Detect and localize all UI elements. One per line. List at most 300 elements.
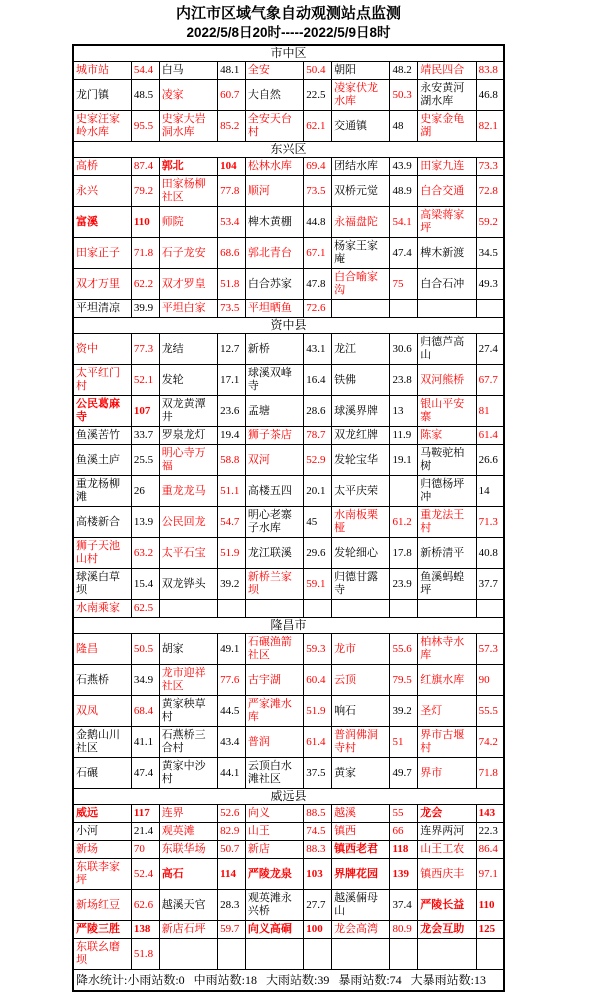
rainfall-value: 88.3 xyxy=(304,841,332,859)
rainfall-value: 67.1 xyxy=(304,238,332,269)
rainfall-value: 77.6 xyxy=(218,665,246,696)
table-row xyxy=(73,396,504,427)
station-name: 田家杨柳社区 xyxy=(159,176,217,207)
table-row xyxy=(73,62,504,80)
rainfall-value: 117 xyxy=(131,805,159,823)
stations-table-body xyxy=(73,45,504,970)
rainfall-value: 21.4 xyxy=(131,823,159,841)
rainfall-value: 17.1 xyxy=(218,365,246,396)
rainfall-value: 49.1 xyxy=(218,634,246,665)
station-name: 新桥 xyxy=(245,334,303,365)
rainfall-value: 55 xyxy=(390,805,418,823)
rainfall-value: 19.1 xyxy=(390,445,418,476)
table-row xyxy=(73,841,504,859)
station-name: 石子龙安 xyxy=(159,238,217,269)
rainfall-value: 50.4 xyxy=(304,62,332,80)
station-name: 界牌花园 xyxy=(332,859,390,890)
rainfall-value xyxy=(390,600,418,618)
table-row xyxy=(73,569,504,600)
section-header: 威远县 xyxy=(73,789,504,805)
rainfall-value: 27.4 xyxy=(476,334,504,365)
station-name: 资中 xyxy=(73,334,131,365)
station-name: 龙结 xyxy=(159,334,217,365)
station-name: 双桥元觉 xyxy=(332,176,390,207)
table-row xyxy=(73,269,504,300)
report-header xyxy=(72,5,505,41)
rainfall-value: 63.2 xyxy=(131,538,159,569)
station-name: 公民葛麻寺 xyxy=(73,396,131,427)
table-row xyxy=(73,921,504,939)
page-title: 内江市区域气象自动观测站点监测 xyxy=(175,5,401,22)
rainfall-value: 16.4 xyxy=(304,365,332,396)
rainfall-value: 43.9 xyxy=(390,158,418,176)
rainfall-value: 143 xyxy=(476,805,504,823)
rainfall-value xyxy=(390,476,418,507)
rainfall-value: 110 xyxy=(131,207,159,238)
station-name: 胡家 xyxy=(159,634,217,665)
station-name: 新场红豆 xyxy=(73,890,131,921)
station-name: 观英滩永兴桥 xyxy=(245,890,303,921)
station-name: 狮子茶店 xyxy=(245,427,303,445)
rainfall-value xyxy=(390,300,418,318)
section-header: 隆昌市 xyxy=(73,618,504,634)
station-name: 新桥兰家坝 xyxy=(245,569,303,600)
table-row xyxy=(73,238,504,269)
station-name: 公民回龙 xyxy=(159,507,217,538)
rainfall-value: 30.6 xyxy=(390,334,418,365)
station-name: 孟塘 xyxy=(245,396,303,427)
rainfall-value: 48 xyxy=(390,111,418,142)
rainfall-value: 61.2 xyxy=(390,507,418,538)
rainfall-value: 74.2 xyxy=(476,727,504,758)
station-name: 高楼新合 xyxy=(73,507,131,538)
station-name: 向义 xyxy=(245,805,303,823)
station-name: 云顶白水滩社区 xyxy=(245,758,303,789)
station-name: 太平红门村 xyxy=(73,365,131,396)
station-name: 城市站 xyxy=(73,62,131,80)
rainfall-value: 95.5 xyxy=(131,111,159,142)
rainfall-value: 37.4 xyxy=(390,890,418,921)
rainfall-value: 55.6 xyxy=(390,634,418,665)
station-name: 东联华场 xyxy=(159,841,217,859)
rainfall-value: 52.1 xyxy=(131,365,159,396)
rainfall-value: 114 xyxy=(218,859,246,890)
section-row xyxy=(73,45,504,62)
section-header: 市中区 xyxy=(73,45,504,62)
station-name: 东联幺磨坝 xyxy=(73,939,131,970)
station-name: 龙市迎祥社区 xyxy=(159,665,217,696)
report-time-range: 2022/5/8日20时-----2022/5/9日8时 xyxy=(186,25,391,40)
rainfall-value xyxy=(476,600,504,618)
rainfall-value: 58.8 xyxy=(218,445,246,476)
station-name: 双凤 xyxy=(73,696,131,727)
station-name: 白合苏家 xyxy=(245,269,303,300)
station-name: 红旗水库 xyxy=(418,665,476,696)
section-header: 东兴区 xyxy=(73,142,504,158)
station-name xyxy=(159,600,217,618)
rainfall-value: 44.1 xyxy=(218,758,246,789)
rainfall-value: 13.9 xyxy=(131,507,159,538)
station-name: 银山平安寨 xyxy=(418,396,476,427)
table-row xyxy=(73,427,504,445)
station-name: 龙市 xyxy=(332,634,390,665)
station-name: 平坦白家 xyxy=(159,300,217,318)
rainfall-value: 59.2 xyxy=(476,207,504,238)
rainfall-value: 51.9 xyxy=(218,538,246,569)
station-name: 高石 xyxy=(159,859,217,890)
rainfall-value: 61.4 xyxy=(476,427,504,445)
table-row xyxy=(73,538,504,569)
station-name: 史家汪家岭水库 xyxy=(73,111,131,142)
station-name: 田家九连 xyxy=(418,158,476,176)
rainfall-value: 73.5 xyxy=(218,300,246,318)
station-name: 双龙铧头 xyxy=(159,569,217,600)
rainfall-value: 59.3 xyxy=(304,634,332,665)
station-name: 鱼溪苦竹 xyxy=(73,427,131,445)
table-row xyxy=(73,600,504,618)
station-name xyxy=(332,600,390,618)
station-name: 双才万里 xyxy=(73,269,131,300)
table-row xyxy=(73,727,504,758)
station-name: 连界两河 xyxy=(418,823,476,841)
rainfall-value: 44.5 xyxy=(218,696,246,727)
station-name: 郭北 xyxy=(159,158,217,176)
station-name xyxy=(159,939,217,970)
footer-row xyxy=(73,970,504,992)
rainfall-value: 47.8 xyxy=(304,269,332,300)
rainfall-value: 43.4 xyxy=(218,727,246,758)
station-name: 杨家王家庵 xyxy=(332,238,390,269)
rainfall-value: 44.8 xyxy=(304,207,332,238)
station-name: 双龙红牌 xyxy=(332,427,390,445)
station-name: 师院 xyxy=(159,207,217,238)
rainfall-value: 86.4 xyxy=(476,841,504,859)
station-name: 永兴 xyxy=(73,176,131,207)
rainfall-value: 47.4 xyxy=(390,238,418,269)
rainfall-value: 82.1 xyxy=(476,111,504,142)
station-name: 归德芦高山 xyxy=(418,334,476,365)
station-name: 越溪 xyxy=(332,805,390,823)
rainfall-value: 45 xyxy=(304,507,332,538)
station-name: 白马 xyxy=(159,62,217,80)
rainfall-value: 19.4 xyxy=(218,427,246,445)
table-row xyxy=(73,365,504,396)
station-name: 严陵三胜 xyxy=(73,921,131,939)
station-name: 太平石宝 xyxy=(159,538,217,569)
station-name: 观英滩 xyxy=(159,823,217,841)
rainfall-value: 13 xyxy=(390,396,418,427)
station-name: 全安天台村 xyxy=(245,111,303,142)
station-name: 小河 xyxy=(73,823,131,841)
rainfall-value: 23.6 xyxy=(218,396,246,427)
station-name: 发轮宝华 xyxy=(332,445,390,476)
rainfall-value: 50.3 xyxy=(390,80,418,111)
table-row xyxy=(73,445,504,476)
rainfall-value: 70 xyxy=(131,841,159,859)
station-name: 球溪界牌 xyxy=(332,396,390,427)
station-name: 水南板栗桠 xyxy=(332,507,390,538)
table-row xyxy=(73,476,504,507)
table-row xyxy=(73,300,504,318)
rainfall-value: 62.2 xyxy=(131,269,159,300)
rainfall-value: 14 xyxy=(476,476,504,507)
station-name: 越溪天官 xyxy=(159,890,217,921)
station-name: 重龙杨柳滩 xyxy=(73,476,131,507)
station-name: 龙会互助 xyxy=(418,921,476,939)
rainfall-value: 69.4 xyxy=(304,158,332,176)
station-name: 明心寺万福 xyxy=(159,445,217,476)
rainfall-value: 11.9 xyxy=(390,427,418,445)
station-name xyxy=(332,300,390,318)
rainfall-value: 75 xyxy=(390,269,418,300)
rainfall-value: 59.1 xyxy=(304,569,332,600)
station-name xyxy=(332,939,390,970)
rainfall-value: 50.5 xyxy=(131,634,159,665)
station-name: 归德杨坪冲 xyxy=(418,476,476,507)
station-name: 普润 xyxy=(245,727,303,758)
table-row xyxy=(73,696,504,727)
rainfall-value: 138 xyxy=(131,921,159,939)
station-name: 古宇湖 xyxy=(245,665,303,696)
station-name: 越溪倆母山 xyxy=(332,890,390,921)
station-name: 石燕桥 xyxy=(73,665,131,696)
rainfall-value xyxy=(476,939,504,970)
rainfall-value: 103 xyxy=(304,859,332,890)
section-header: 资中县 xyxy=(73,318,504,334)
rainfall-value: 39.2 xyxy=(218,569,246,600)
section-row xyxy=(73,142,504,158)
rainfall-value: 23.8 xyxy=(390,365,418,396)
station-name: 龙会高湾 xyxy=(332,921,390,939)
station-name: 山王 xyxy=(245,823,303,841)
station-name: 白合喻家沟 xyxy=(332,269,390,300)
table-row xyxy=(73,158,504,176)
rainfall-value: 68.4 xyxy=(131,696,159,727)
station-name: 镇西老君 xyxy=(332,841,390,859)
station-name: 球溪双峰寺 xyxy=(245,365,303,396)
rainfall-value: 90 xyxy=(476,665,504,696)
rainfall-value: 41.1 xyxy=(131,727,159,758)
station-name: 凌家伏龙水库 xyxy=(332,80,390,111)
rainfall-value: 72.6 xyxy=(304,300,332,318)
station-name: 朝阳 xyxy=(332,62,390,80)
station-name: 史家大岩洞水库 xyxy=(159,111,217,142)
table-row xyxy=(73,823,504,841)
rainfall-value: 62.5 xyxy=(131,600,159,618)
rainfall-value: 68.6 xyxy=(218,238,246,269)
station-name: 水南乘家 xyxy=(73,600,131,618)
rainfall-value: 28.3 xyxy=(218,890,246,921)
rainfall-value: 71.3 xyxy=(476,507,504,538)
rainfall-value: 48.1 xyxy=(218,62,246,80)
rainfall-value: 83.8 xyxy=(476,62,504,80)
station-name: 重龙法王村 xyxy=(418,507,476,538)
table-row xyxy=(73,207,504,238)
station-name: 新店 xyxy=(245,841,303,859)
station-name: 太平庆荣 xyxy=(332,476,390,507)
station-name: 东联李家坪 xyxy=(73,859,131,890)
station-name: 石碾 xyxy=(73,758,131,789)
rainfall-value: 62.1 xyxy=(304,111,332,142)
station-name: 田家正子 xyxy=(73,238,131,269)
station-name: 金鹅山川社区 xyxy=(73,727,131,758)
rainfall-value: 57.3 xyxy=(476,634,504,665)
table-row xyxy=(73,80,504,111)
station-name: 普润佛洞寺村 xyxy=(332,727,390,758)
station-name: 黄家 xyxy=(332,758,390,789)
station-name: 狮子天池山村 xyxy=(73,538,131,569)
station-name xyxy=(418,939,476,970)
rainfall-value: 54.7 xyxy=(218,507,246,538)
rainfall-value: 53.4 xyxy=(218,207,246,238)
rainfall-value: 71.8 xyxy=(131,238,159,269)
station-name: 双河熊桥 xyxy=(418,365,476,396)
rainfall-value: 34.5 xyxy=(476,238,504,269)
station-name: 向义高硐 xyxy=(245,921,303,939)
station-name: 圣灯 xyxy=(418,696,476,727)
table-row xyxy=(73,939,504,970)
table-row xyxy=(73,634,504,665)
rainfall-value: 39.9 xyxy=(131,300,159,318)
station-name: 全安 xyxy=(245,62,303,80)
rainfall-value: 12.7 xyxy=(218,334,246,365)
station-name: 郭北青台 xyxy=(245,238,303,269)
rainfall-value: 107 xyxy=(131,396,159,427)
station-name: 发轮细心 xyxy=(332,538,390,569)
station-name: 龙会 xyxy=(418,805,476,823)
rainfall-value: 37.7 xyxy=(476,569,504,600)
station-name: 龙江联溪 xyxy=(245,538,303,569)
station-name: 铁佛 xyxy=(332,365,390,396)
rainfall-value: 97.1 xyxy=(476,859,504,890)
station-name: 大自然 xyxy=(245,80,303,111)
precip-stats: 降水统计:小雨站数:0 中雨站数:18 大雨站数:39 暴雨站数:74 大暴雨站数:13 xyxy=(73,970,504,992)
rainfall-value: 87.4 xyxy=(131,158,159,176)
rainfall-value: 61.4 xyxy=(304,727,332,758)
rainfall-value: 17.8 xyxy=(390,538,418,569)
rainfall-value: 60.4 xyxy=(304,665,332,696)
rainfall-value: 47.4 xyxy=(131,758,159,789)
station-name: 重龙龙马 xyxy=(159,476,217,507)
station-name: 高梁蒋家坪 xyxy=(418,207,476,238)
station-name: 黄家中沙村 xyxy=(159,758,217,789)
rainfall-value: 52.9 xyxy=(304,445,332,476)
rainfall-value: 59.7 xyxy=(218,921,246,939)
rainfall-value: 52.6 xyxy=(218,805,246,823)
rainfall-value: 77.8 xyxy=(218,176,246,207)
rainfall-value: 22.5 xyxy=(304,80,332,111)
station-name: 隆昌 xyxy=(73,634,131,665)
station-name: 石碾渔箭社区 xyxy=(245,634,303,665)
station-name: 交通镇 xyxy=(332,111,390,142)
station-name: 松林水库 xyxy=(245,158,303,176)
rainfall-value: 100 xyxy=(304,921,332,939)
table-row xyxy=(73,507,504,538)
rainfall-value: 139 xyxy=(390,859,418,890)
station-name: 归德甘露寺 xyxy=(332,569,390,600)
rainfall-value: 125 xyxy=(476,921,504,939)
station-name: 高桥 xyxy=(73,158,131,176)
table-row xyxy=(73,334,504,365)
rainfall-value: 60.7 xyxy=(218,80,246,111)
rainfall-value xyxy=(304,939,332,970)
station-name xyxy=(245,939,303,970)
station-name: 团结水库 xyxy=(332,158,390,176)
station-name: 镇西 xyxy=(332,823,390,841)
station-name: 严陵龙泉 xyxy=(245,859,303,890)
rainfall-value: 54.1 xyxy=(390,207,418,238)
station-name: 椑木黄棚 xyxy=(245,207,303,238)
station-name: 双才罗皇 xyxy=(159,269,217,300)
rainfall-value: 51.9 xyxy=(304,696,332,727)
station-name: 威远 xyxy=(73,805,131,823)
rainfall-value: 20.1 xyxy=(304,476,332,507)
rainfall-value: 52.4 xyxy=(131,859,159,890)
rainfall-value: 67.7 xyxy=(476,365,504,396)
table-row xyxy=(73,111,504,142)
rainfall-value: 29.6 xyxy=(304,538,332,569)
table-row xyxy=(73,859,504,890)
rainfall-value: 27.7 xyxy=(304,890,332,921)
station-name: 马鞍驼柏树 xyxy=(418,445,476,476)
rainfall-value xyxy=(218,600,246,618)
rainfall-value: 62.6 xyxy=(131,890,159,921)
station-name: 界市古堰村 xyxy=(418,727,476,758)
rainfall-value: 73.3 xyxy=(476,158,504,176)
rainfall-value: 55.5 xyxy=(476,696,504,727)
rainfall-value: 51.8 xyxy=(218,269,246,300)
station-name: 白合石冲 xyxy=(418,269,476,300)
station-name xyxy=(245,600,303,618)
table-row xyxy=(73,805,504,823)
rainfall-value: 40.8 xyxy=(476,538,504,569)
station-name: 双河 xyxy=(245,445,303,476)
station-name: 高楼五四 xyxy=(245,476,303,507)
station-name: 顺河 xyxy=(245,176,303,207)
rainfall-value: 50.7 xyxy=(218,841,246,859)
rainfall-value: 48.2 xyxy=(390,62,418,80)
section-row xyxy=(73,318,504,334)
rainfall-value: 28.6 xyxy=(304,396,332,427)
station-name: 球溪白草坝 xyxy=(73,569,131,600)
station-name: 凌家 xyxy=(159,80,217,111)
rainfall-value: 74.5 xyxy=(304,823,332,841)
station-name: 镇西庆丰 xyxy=(418,859,476,890)
station-name: 新场 xyxy=(73,841,131,859)
station-name: 鱼溪土庐 xyxy=(73,445,131,476)
rainfall-value: 79.2 xyxy=(131,176,159,207)
rainfall-table xyxy=(72,44,505,992)
station-name: 云顶 xyxy=(332,665,390,696)
rainfall-value: 26 xyxy=(131,476,159,507)
station-name: 永福盘陀 xyxy=(332,207,390,238)
station-name: 平坦清凉 xyxy=(73,300,131,318)
station-name: 严陵长益 xyxy=(418,890,476,921)
rainfall-value: 49.7 xyxy=(390,758,418,789)
station-name: 史家金龟湖 xyxy=(418,111,476,142)
station-name: 龙江 xyxy=(332,334,390,365)
station-name: 永安黄河湖水库 xyxy=(418,80,476,111)
station-name: 连界 xyxy=(159,805,217,823)
rainfall-value: 71.8 xyxy=(476,758,504,789)
rainfall-value: 51.8 xyxy=(131,939,159,970)
rainfall-value: 54.4 xyxy=(131,62,159,80)
rainfall-value: 26.6 xyxy=(476,445,504,476)
station-name: 罗泉龙灯 xyxy=(159,427,217,445)
station-name xyxy=(418,600,476,618)
rainfall-value xyxy=(476,300,504,318)
section-row xyxy=(73,618,504,634)
